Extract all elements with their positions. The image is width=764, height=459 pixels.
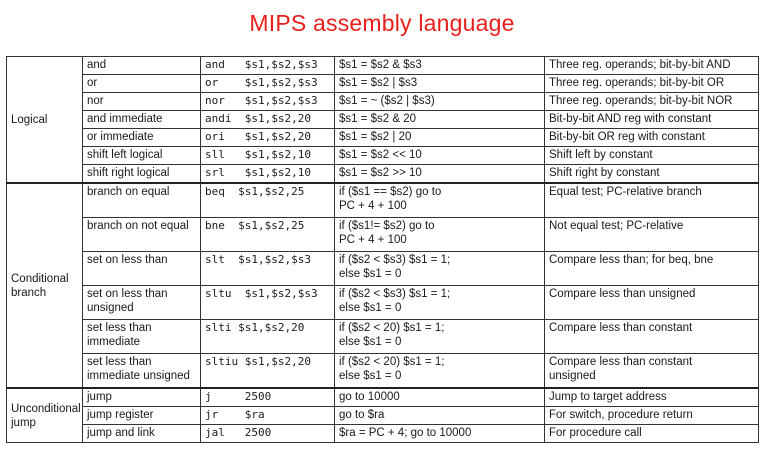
instruction-meaning: else $s1 = 0 [339, 370, 402, 382]
instruction-example: and $s1,$s2,$s3 [205, 58, 318, 71]
instruction-comment-cell [545, 183, 759, 218]
instruction-comment-cell [545, 388, 759, 407]
instruction-meaning: go to 10000 [339, 391, 400, 403]
instruction-example-cell [201, 57, 335, 75]
instruction-name-cell [83, 165, 201, 184]
instruction-example: bne $s1,$s2,25 [205, 219, 305, 232]
instruction-name: unsigned [87, 302, 134, 314]
category-label: branch [11, 286, 47, 299]
instruction-name-cell [83, 354, 201, 389]
instruction-example: beq $s1,$s2,25 [205, 185, 305, 198]
table-row [7, 286, 759, 320]
instruction-name: set on less than [87, 288, 168, 300]
instruction-meaning-cell [335, 129, 545, 147]
instruction-comment-cell [545, 218, 759, 252]
instruction-name: shift left logical [87, 149, 163, 161]
instruction-comment-cell [545, 165, 759, 184]
instruction-meaning: $ra = PC + 4; go to 10000 [339, 427, 472, 439]
instruction-name: nor [87, 95, 104, 107]
category-cell [7, 57, 83, 184]
instruction-meaning: PC + 4 + 100 [339, 200, 407, 212]
instruction-name-cell [83, 75, 201, 93]
table-row [7, 388, 759, 407]
instruction-example-cell [201, 111, 335, 129]
instruction-name-cell [83, 218, 201, 252]
instruction-example: andi $s1,$s2,20 [205, 112, 311, 125]
instruction-name-cell [83, 252, 201, 286]
instruction-comment: unsigned [549, 370, 596, 382]
instruction-comment: Compare less than constant [549, 356, 693, 368]
table-row [7, 407, 759, 425]
instruction-example: sll $s1,$s2,10 [205, 148, 311, 161]
instruction-example-cell [201, 388, 335, 407]
instruction-meaning: if ($s2 < 20) $s1 = 1; [339, 322, 445, 334]
category-cell [7, 183, 83, 388]
instruction-name: or immediate [87, 131, 154, 143]
category-label: Unconditional [11, 402, 81, 415]
instruction-example: slti $s1,$s2,20 [205, 321, 305, 334]
instruction-meaning-cell [335, 286, 545, 320]
instruction-meaning: $s1 = $s2 | $s3 [339, 77, 418, 89]
instruction-example-cell [201, 407, 335, 425]
instruction-comment-cell [545, 286, 759, 320]
instruction-example-cell [201, 354, 335, 389]
category-label: jump [11, 416, 36, 429]
instruction-name: set on less than [87, 254, 168, 266]
instruction-meaning-cell [335, 111, 545, 129]
instruction-meaning-cell [335, 354, 545, 389]
instruction-comment: Compare less than constant [549, 322, 693, 334]
instruction-comment: Three reg. operands; bit-by-bit OR [549, 77, 725, 89]
instruction-meaning: $s1 = $s2 & 20 [339, 113, 417, 125]
instruction-comment: Bit-by-bit OR reg with constant [549, 131, 705, 143]
instruction-name: set less than [87, 322, 152, 334]
instruction-example: jr $ra [205, 408, 265, 421]
instruction-meaning-cell [335, 252, 545, 286]
instruction-example: nor $s1,$s2,$s3 [205, 94, 318, 107]
instruction-name-cell [83, 407, 201, 425]
instruction-example-cell [201, 425, 335, 443]
instruction-name-cell [83, 425, 201, 443]
table-row [7, 183, 759, 218]
instruction-example-cell [201, 93, 335, 111]
instruction-example-cell [201, 129, 335, 147]
instruction-table [6, 56, 759, 443]
instruction-example: slt $s1,$s2,$s3 [205, 253, 311, 266]
instruction-meaning: if ($s2 < $s3) $s1 = 1; [339, 254, 451, 266]
instruction-name-cell [83, 388, 201, 407]
instruction-comment-cell [545, 147, 759, 165]
instruction-name-cell [83, 147, 201, 165]
instruction-example: srl $s1,$s2,10 [205, 166, 311, 179]
instruction-name: jump register [87, 409, 154, 421]
instruction-meaning-cell [335, 388, 545, 407]
instruction-example: sltu $s1,$s2,$s3 [205, 287, 318, 300]
instruction-comment-cell [545, 320, 759, 354]
instruction-meaning: go to $ra [339, 409, 385, 421]
instruction-meaning: if ($s2 < $s3) $s1 = 1; [339, 288, 451, 300]
instruction-example: sltiu $s1,$s2,20 [205, 355, 311, 368]
table-row [7, 129, 759, 147]
category-label: Conditional [11, 272, 69, 285]
instruction-name: and immediate [87, 113, 163, 125]
instruction-meaning: if ($s2 < 20) $s1 = 1; [339, 356, 445, 368]
category-cell [7, 388, 83, 443]
instruction-meaning: else $s1 = 0 [339, 336, 402, 348]
table-row [7, 218, 759, 252]
instruction-comment: Equal test; PC-relative branch [549, 186, 702, 198]
instruction-meaning-cell [335, 320, 545, 354]
instruction-name-cell [83, 111, 201, 129]
instruction-comment: For switch, procedure return [549, 409, 693, 421]
table-row [7, 75, 759, 93]
instruction-comment-cell [545, 75, 759, 93]
instruction-meaning: $s1 = $s2 & $s3 [339, 59, 422, 71]
instruction-meaning: $s1 = $s2 << 10 [339, 149, 422, 161]
instruction-example-cell [201, 286, 335, 320]
instruction-meaning: else $s1 = 0 [339, 268, 402, 280]
instruction-comment: Shift left by constant [549, 149, 653, 161]
instruction-name-cell [83, 129, 201, 147]
instruction-name: branch on not equal [87, 220, 189, 232]
instruction-meaning-cell [335, 57, 545, 75]
instruction-meaning-cell [335, 75, 545, 93]
instruction-comment-cell [545, 425, 759, 443]
instruction-example: or $s1,$s2,$s3 [205, 76, 318, 89]
instruction-example-cell [201, 320, 335, 354]
instruction-example: jal 2500 [205, 426, 272, 439]
instruction-comment: Three reg. operands; bit-by-bit AND [549, 59, 731, 71]
instruction-name-cell [83, 57, 201, 75]
instruction-comment: Compare less than; for beq, bne [549, 254, 714, 266]
table-row [7, 425, 759, 443]
table-row [7, 354, 759, 389]
instruction-name: shift right logical [87, 167, 170, 179]
instruction-comment: Not equal test; PC-relative [549, 220, 684, 232]
instruction-example-cell [201, 252, 335, 286]
instruction-name: branch on equal [87, 186, 170, 198]
instruction-meaning-cell [335, 183, 545, 218]
instruction-meaning: if ($s1!= $s2) go to [339, 220, 435, 232]
instruction-meaning: $s1 = ~ ($s2 | $s3) [339, 95, 435, 107]
instruction-name: immediate [87, 336, 141, 348]
instruction-name-cell [83, 93, 201, 111]
instruction-comment: Shift right by constant [549, 167, 660, 179]
instruction-meaning-cell [335, 425, 545, 443]
instruction-example-cell [201, 165, 335, 184]
instruction-comment: Bit-by-bit AND reg with constant [549, 113, 712, 125]
instruction-example: ori $s1,$s2,20 [205, 130, 311, 143]
instruction-comment-cell [545, 129, 759, 147]
instruction-name: immediate unsigned [87, 370, 190, 382]
table-row [7, 111, 759, 129]
instruction-meaning: $s1 = $s2 >> 10 [339, 167, 422, 179]
instruction-name: and [87, 59, 107, 71]
instruction-name: jump [87, 391, 112, 403]
instruction-name-cell [83, 286, 201, 320]
instruction-comment: Jump to target address [549, 391, 667, 403]
table-row [7, 93, 759, 111]
instruction-meaning-cell [335, 165, 545, 184]
instruction-comment: Three reg. operands; bit-by-bit NOR [549, 95, 733, 107]
instruction-meaning: else $s1 = 0 [339, 302, 402, 314]
instruction-example-cell [201, 147, 335, 165]
instruction-meaning-cell [335, 147, 545, 165]
instruction-comment: For procedure call [549, 427, 642, 439]
instruction-comment-cell [545, 111, 759, 129]
page-title: MIPS assembly language [249, 10, 515, 36]
instruction-comment-cell [545, 354, 759, 389]
table-row [7, 165, 759, 184]
instruction-comment-cell [545, 407, 759, 425]
instruction-name: jump and link [87, 427, 155, 439]
table-row [7, 252, 759, 286]
instruction-table-body [7, 57, 759, 443]
table-row [7, 147, 759, 165]
instruction-comment: Compare less than unsigned [549, 288, 696, 300]
instruction-name-cell [83, 183, 201, 218]
instruction-comment-cell [545, 57, 759, 75]
instruction-example: j 2500 [205, 390, 272, 403]
instruction-comment-cell [545, 93, 759, 111]
instruction-name: set less than [87, 356, 152, 368]
category-label: Logical [11, 113, 48, 126]
instruction-meaning-cell [335, 407, 545, 425]
instruction-meaning: $s1 = $s2 | 20 [339, 131, 412, 143]
table-row [7, 320, 759, 354]
instruction-example-cell [201, 75, 335, 93]
instruction-name: or [87, 77, 98, 89]
table-row [7, 57, 759, 75]
instruction-meaning-cell [335, 93, 545, 111]
instruction-meaning: PC + 4 + 100 [339, 234, 407, 246]
instruction-comment-cell [545, 252, 759, 286]
instruction-example-cell [201, 218, 335, 252]
instruction-meaning: if ($s1 == $s2) go to [339, 186, 442, 198]
instruction-meaning-cell [335, 218, 545, 252]
instruction-name-cell [83, 320, 201, 354]
instruction-table-container [6, 56, 759, 443]
instruction-example-cell [201, 183, 335, 218]
